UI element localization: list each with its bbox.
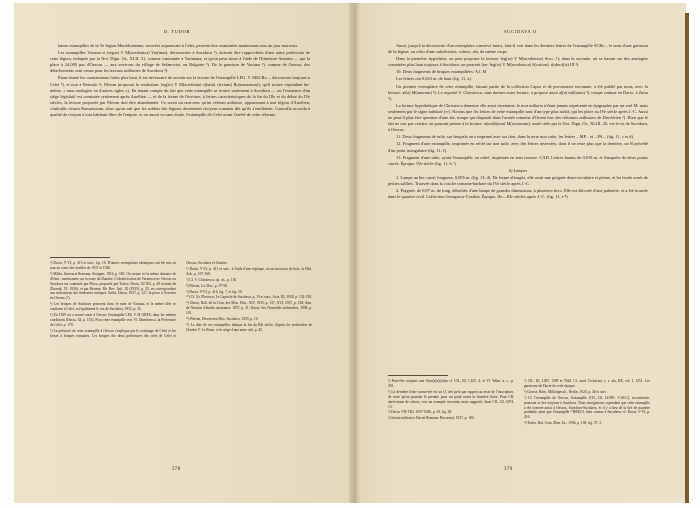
footnote: ⁹) Dacia, V-VI, p. 414, fig. 7, et fig. 10.: [186, 289, 243, 294]
right-running-head: SUCIDAVA II: [504, 29, 538, 34]
left-page-number: 378: [172, 467, 181, 472]
footnote: ¹) Dacia, V-VI, p. 413 et suiv., fig. 10. D'autres exemplaires identiques ont été mis en jour au cours des fouilles de 1937 et 1940.: [50, 261, 176, 270]
footnote: ⁶) Dacia, V-VI, p. 411 et suiv., à l'aide d'une réplique, en un morceau de bois, et Hist. Arh., p. 167-168.: [186, 266, 312, 276]
footnote: ²) Miller, Itineraria Romana, Stuttgart, 1916, p. 583. On trouve ici la même distance de 20 km., mentionnée sur la route du Danube. L'identification de Variana avec Oescus ou Sucidava est contestée par Filow, proposée par Tafrov, Dacia, XI-XII, p. 29 (extrait de Zbornik, VI, 1926), et par Bronne, Rh. Rev. Ital., XI (1935), p. 25, en correspondant aux indications des itinéraires antiques. Enfin, Dacia, 1937, p. 127, la place à Ostroeni en Oescus (?).: [50, 271, 176, 301]
footnote: ⁵) La présence de cette estampille à Oescus s'explique par le voisinage de Celei et les fosses à briques romaines. Les briques des deux préfectures des cités de Celei et Oescus, Sucidava et d'autres.: [50, 261, 228, 338]
footnote: ¹) Peut-être toujours une S(cut)i(a)r(u)m cf. CIL, III, 1,615, 4, et Vl. Wilm. n. c., p. 581.: [388, 379, 514, 388]
right-paragraph: Les lettres ont 0,023 m. de haut (fig. 11, a).: [396, 76, 472, 82]
left-body-text: [50, 43, 310, 253]
left-footnotes: [50, 261, 312, 463]
footnote: ⁴) En 1939 on a trouvé aussi à Oescus l'estampille LEG V M ORES, dans les mêmes conditions (Dacia, XI, p. 152). Pour cette estampille voir Vl. Dumitrescu, la Prefecture de Celei, p. 170.: [50, 313, 176, 327]
left-paragraph: Les estampilles Variana et (tegas) V M(acedonica) Var(inas), découvertes à Sucidava ¹), doivent être rapprochées d'une autre préfecture de cette légion, indiquée par la Not. Dign. Or., XLII, 31, comme cantonnée à Variniana, et qu'on peut situer à l'aide de l'Itinéraire Antonin — qui la place à 24.000 pas d'Oescus — aux environs du village de Selanovtzi, en Bulgarie ²). De la garnison de Variana ³), comme de Oescus, des détachements sont venus pour les travaux militaires de Sucidava ⁴).: [50, 50, 310, 74]
footnote: ¹²) Pârvan, Descrierea Mus. Sucidava, 1935, p. 10.: [186, 317, 259, 322]
footnote: ⁵) CIL, III, 1385, 1589 et 7644. Cf. aussi Cichorius, s. v. ala, RE, vol. I, 1251. Les garnisons de Dacie de cette époque.: [524, 379, 650, 388]
footnote: ⁴) Istoria militară a Daciei Romane, București, 1937, p. 180.: [388, 416, 475, 421]
footnote: ³) Dacia, VII-VIII, 1937-1940, p. 39, fig. 29.: [388, 410, 453, 415]
footnote: ²) La dernière lettre conservée est un O, très petit par rapport au reste de l'inscription, de sorte qu'on pourrait le prendre pour un point avant la dernière lettre. Pour CR, abréviation de cohors, voir un exemple incertain, mais suggestif, dans CIL, III, 6074, 13.: [388, 389, 514, 409]
footnote: ³) Les briques de Sucidava prouvent donc le nom de Variana, et la même idée se confirme à Celei, est également le cas de Sucidava, 1933, p. 25.: [50, 302, 176, 312]
footnote: ¹¹) Dacia, Bull. de la Com. des Mon. Hist., XIV, 1935, p. 137; XVI, 1937, p. 138; Ann. de l'Institut d'études anciennes, 1937, p. 21; Dacia, Ses Nouvelles recherches, 1938, p. 101.: [186, 301, 312, 316]
footnote: ⁷) Cf. V. Christescu, op. cit., p. 130.: [186, 277, 238, 282]
left-paragraph: laines estampilles de la Ve légion Macédonienne, trouvées auparavant à Celei, peuvent être examinées maintenant sous un jour nouveau.: [58, 43, 298, 48]
left-page: [14, 3, 352, 503]
right-paragraph: 2. Poignée, de 0,07 m. de long, détachée d'une lampe de grandes dimensions, à plusieurs becs. Elle est décorée d'une palmette, et a été trouvée dans le quartier civil. Collection Georgescu-Corabia. Époque, IIe—IIIe siècles après J.-C. (fig. 11, e ⁸).: [388, 188, 648, 200]
footnote: ⁷) Cf. l'estampille de Oescus, l'estampille (CIL, III, 14190¹: ²CALC), reconstituée, pourront se lire toujours à Sucidava. Nous enregistrons cependant que cette estampille a été trouvée aussi à Oescus, Sucidava-Sucidava, et il y a lieu de la lire de manière probable, ainsi que l'estampille ¹⁰BRE(?), bien connue à Sucidava: cf. Dacia, V-VI, p. 416.: [524, 395, 650, 420]
right-paragraph: Dans la première hypothèse, on peut proposer la lecture: leg(io) V M(acedonica) Scro...¹); dans la seconde, on se basant sur des analogies constatées plus haut toujours à Sucidava, on pourrait lire: leg(io) V M(acedonica) S(cution), r(ubro)(is) III ²).: [388, 56, 648, 68]
footnote: ⁶) Grosse, Röm. Militärgesch., Berlin, 1920, p. 40 et suiv.: [524, 389, 607, 394]
section-heading: b) Lampes: [508, 167, 528, 173]
right-paragraph: 1. Lampe au bec carré; longueur, 0,095 m. (fig. 13, d). De forme allongée, elle avait une poignée demi-circulaire et pleine, et les bords ornés de petites saillies. Trouvée dans la couche romaine-barbare du IVe siècle après J.-C.: [388, 174, 648, 186]
left-running-head: D. TUDOR: [164, 29, 191, 34]
right-paragraph: 10. Deux fragments de briques estampillées: A1. M: [396, 69, 487, 75]
left-footnote-rule: [50, 257, 110, 258]
right-paragraph: Aussi, jusqu'à la découverte d'un exemplaire conservé intact, faut-il voir dans les derniers lettres de l'estampille SCRo... le nom d'une garnison de la légion, ou celui d'une subdivision, cohors, ala, du même corps.: [388, 43, 648, 55]
book-edge: [685, 13, 689, 503]
right-paragraph: 12. Fragment d'une estampille, imprimée en relief sur une tuile, avec des lettres inversées, dont il ne reste plus que la dernière, un R précédé d'un point triangulaire (fig. 11, f).: [388, 141, 648, 153]
right-body-text: [388, 43, 648, 368]
footnote: ⁸) Tudor, Bul. Com. Mon. Ist., 1936, p. 138, fig. 57, 3.: [524, 421, 602, 426]
right-page-number: 379: [504, 467, 513, 472]
right-paragraph: 13. Fragment d'une tuile, ayant l'estampille, en relief, imprimée en sens inverse: CAD. Lettres hautes de 0,018 m. et flanquées de deux points carrés. Époque, IVe siècle (fig. 11, b ⁷).: [388, 154, 648, 166]
left-paragraph: Étant donné les constatations faites plus haut, il est nécessaire de revenir sur la lecture de l'estampille LEG. V. MSCRo..., découverte toujours à Celei ⁵), et non à Romula ⁶). Pârvan proposait la restitution: leg(io) V M(acedonia) s(haln) c(ivium) Ro(manorum)), qu'il trouve cependant lui-même, « sans analogies en d'autres sigles »). En tenant compte du fait que cette estampille se trouve seulement à Sucidava — où l'existence d'un siège législatif est constatée seulement après Aurélien — et de la forme de l'écriture, à lettres caractéristiques de la fin du IIIe et du début du IVe siècles, la lecture proposée par Pârvan doit être abandonnée. Ce serait un non-sens qu'un vétéran militaire, appartenant à une légion d'Aurélien, s'intitulât civium Romanorum, alors qu'on sait que les soldats des légions devenaient citoyens romains dès qu'ils s'enrôlaient. Caracalla accorda à qualité de citoyen à tout habitant libre de l'empire, et on aurait vu sans doute, l'estampille de Celei avant l'arrêté de cette réforme.: [50, 75, 310, 118]
book-spread: [14, 3, 686, 503]
footnote: ⁸) Pârvan, Ist. Dac., p. 97-98.: [186, 283, 228, 288]
right-paragraph: La lecture hypothétique de Christescu demeure elle aussi incertaine, le mot miliaria n'étant jamais représenté en épigraphie par un seul M, mais seulement par le signe habituel (∞). Notons que les lettres de cette estampille sont d'un type plus tardif, qui les place au IVe siècle après J.-C. Aussi ne peut-il plus être question d'une ala, troupe qui disparaît dans l'armée romaine d'Orient lors des réformes militaires de Dioclétien ⁶). Bien que le fait ne soit pas certain, on pourrait penser à la lecture: a(uxi)l(ium) M(oesiacum), unité citée par la Not. Dign. Or., XLIII, 26, vis-à-vis de Sucidava, à Oescus.: [388, 102, 648, 133]
book-gutter: [348, 3, 360, 503]
right-paragraph: 11. Deux fragments de tuile, sur lesquels on a imprimé avec un clou, dans la terre non cuite, les lettres ...MP... et ...PA... (fig. 11, c et d).: [396, 134, 635, 140]
right-page: [354, 3, 686, 503]
right-footnotes: [388, 379, 650, 461]
footnote: ¹³) La date de ces estampilles indique la fin du IIIe siècle, d'après les recherches de Charles V. Le Roux, et le siège d'une autre cité, p. 45.: [186, 322, 312, 332]
right-paragraph: Un premier exemplaire de cette estampille, faisant partie de la collection Capsa et de provenance inconnue, a été publié par nous, avec la lecture: al(a) M(anorum) ³). Le regretté V. Christescu, sans donner notre lecture, a proposé aussi al(a) mi(liaria) ⁴), troupe connue en Dacie, à Zatra ⁵).: [388, 83, 648, 101]
footnote: ¹⁰) Cf. Gr. Florescu, Le Capitole de Sucidava, p. 19 et suiv., Acta, III, 1928, p. 152-158.: [186, 295, 312, 300]
right-footnote-rule: [388, 375, 448, 376]
